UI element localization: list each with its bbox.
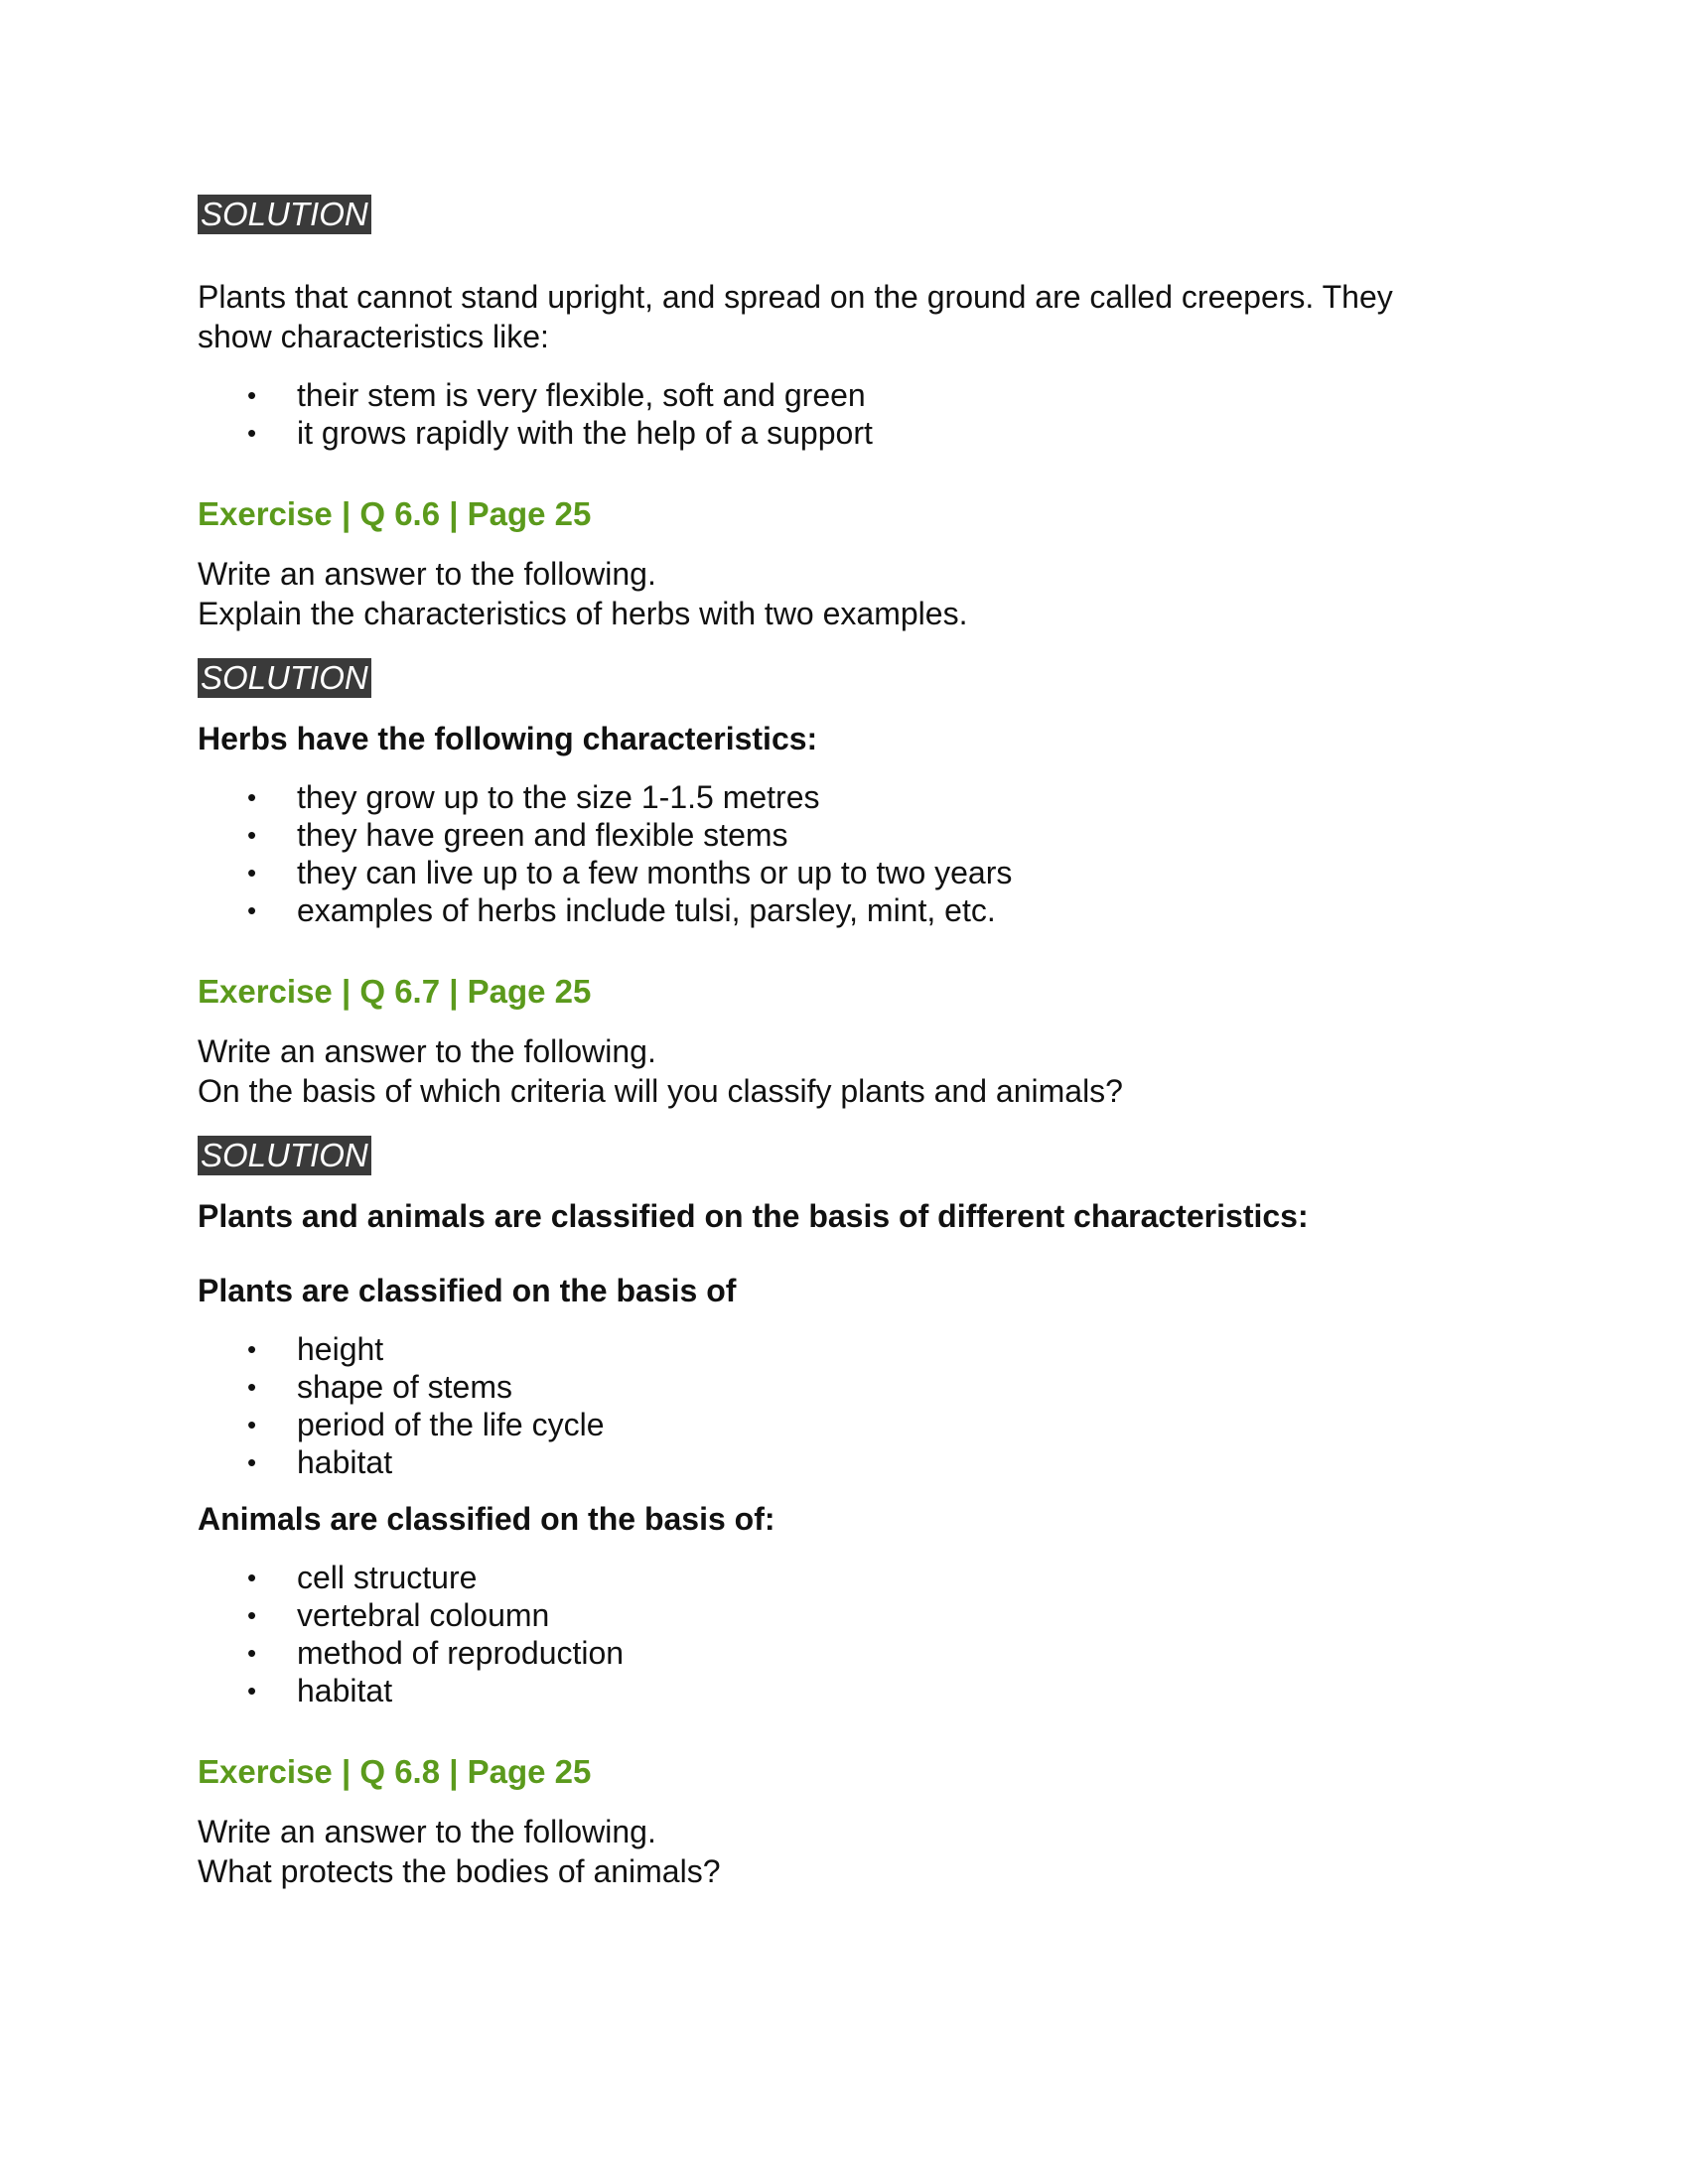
page-content [198, 195, 1518, 1891]
bullet-icon: • [247, 782, 257, 812]
bullet-icon: • [247, 1600, 257, 1630]
list-item: • cell structure [247, 1560, 478, 1595]
creepers-bullet-list [198, 376, 1518, 452]
bullet-icon: • [247, 820, 257, 850]
bullet-icon: • [247, 1676, 257, 1706]
list-item: • habitat [247, 1673, 393, 1708]
bullet-icon: • [247, 895, 257, 925]
exercise-heading-q6-7: Exercise | Q 6.7 | Page 25 [198, 973, 592, 1010]
bullet-icon: • [247, 1638, 257, 1668]
exercise-heading-q6-6: Exercise | Q 6.6 | Page 25 [198, 495, 592, 532]
question-line: Write an answer to the following. [198, 556, 656, 592]
bullet-icon: • [247, 1334, 257, 1364]
question-line: What protects the bodies of animals? [198, 1853, 721, 1889]
list-item: • they can live up to a few months or up to two years [247, 855, 1013, 890]
question-line: Explain the characteristics of herbs with two examples. [198, 596, 968, 631]
question-line: On the basis of which criteria will you classify plants and animals? [198, 1073, 1123, 1109]
list-item: • they grow up to the size 1-1.5 metres [247, 779, 820, 815]
list-item: • they have green and flexible stems [247, 817, 788, 853]
herbs-bullet-list [198, 778, 1518, 929]
question-line: Write an answer to the following. [198, 1033, 656, 1069]
creepers-paragraph-line-2: show characteristics like: [198, 319, 549, 354]
solution-badge: SOLUTION [198, 658, 1518, 701]
list-item: • shape of stems [247, 1369, 512, 1405]
bullet-icon: • [247, 1372, 257, 1402]
animals-heading: Animals are classified on the basis of: [198, 1501, 775, 1537]
bullet-icon: • [247, 1447, 257, 1477]
list-item: • method of reproduction [247, 1635, 625, 1671]
plants-heading: Plants are classified on the basis of [198, 1273, 737, 1308]
list-item: • it grows rapidly with the help of a support [247, 415, 873, 451]
list-item: • height [247, 1331, 384, 1367]
list-item: • their stem is very flexible, soft and green [247, 377, 866, 413]
bullet-icon: • [247, 1410, 257, 1439]
animals-bullet-list [198, 1559, 1518, 1709]
herbs-heading: Herbs have the following characteristics: [198, 721, 818, 756]
bullet-icon: • [247, 418, 257, 448]
creepers-paragraph-line-1: Plants that cannot stand upright, and spread on the ground are called creepers. They [198, 279, 1393, 315]
exercise-heading-q6-8: Exercise | Q 6.8 | Page 25 [198, 1753, 592, 1790]
classification-heading: Plants and animals are classified on the basis of different characteristics: [198, 1198, 1309, 1234]
question-line: Write an answer to the following. [198, 1814, 656, 1849]
list-item: • period of the life cycle [247, 1407, 605, 1442]
solution-badge: SOLUTION [198, 195, 1518, 237]
list-item: • examples of herbs include tulsi, parsley, mint, etc. [247, 892, 996, 928]
solution-badge: SOLUTION [198, 1136, 1518, 1178]
bullet-icon: • [247, 858, 257, 887]
bullet-icon: • [247, 380, 257, 410]
list-item: • habitat [247, 1444, 393, 1480]
bullet-icon: • [247, 1563, 257, 1592]
plants-bullet-list [198, 1330, 1518, 1481]
list-item: • vertebral coloumn [247, 1597, 550, 1633]
